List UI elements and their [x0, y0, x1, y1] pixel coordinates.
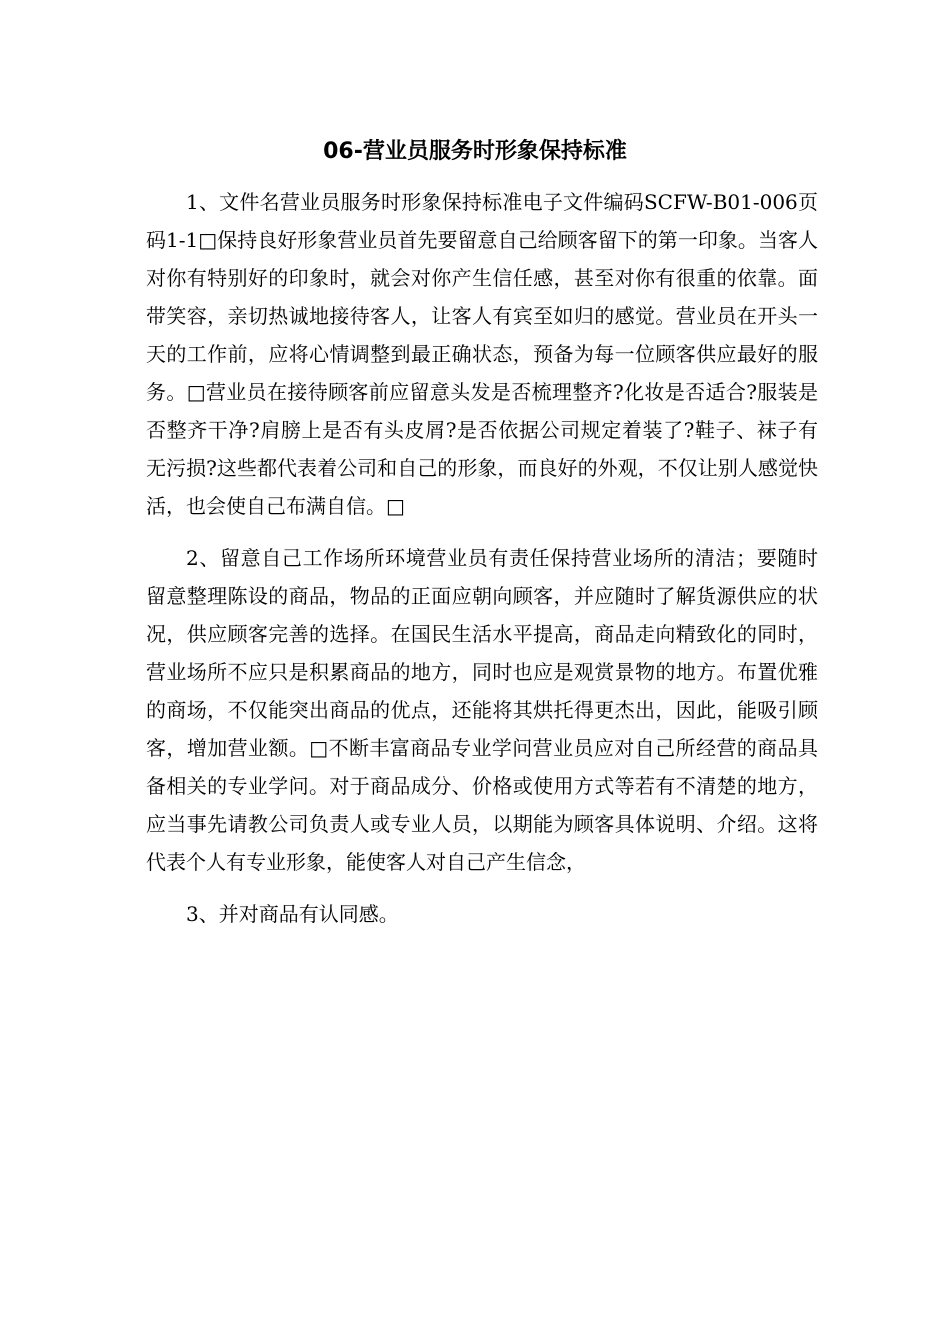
document-body — [146, 183, 818, 947]
document-title: 06-营业员服务时形象保持标准 — [323, 139, 627, 164]
paragraph-2: 2、留意自己工作场所环境营业员有责任保持营业场所的清洁；要随时留意整理陈设的商品，物品的正面应朝向顾客，并应随时了解货源供应的状况，供应顾客完善的选择。在国民生活水平提高，商品走向精致化的同时，营业场所不应只是积累商品的地方，同时也应是观赏景物的地方。布置优雅的商场，不仅能突出商品的优点，还能将其烘托得更杰出，因此，能吸引顾客，增加营业额。□不断丰富商品专业学问营业员应对自己所经营的商品具备相关的专业学问。对于商品成分、价格或使用方式等若有不清楚的地方，应当事先请教公司负责人或专业人员，以期能为顾客具体说明、介绍。这将代表个人有专业形象，能使客人对自己产生信念， — [146, 546, 818, 874]
paragraph-1: 1、文件名营业员服务时形象保持标准电子文件编码SCFW-B01-006页码1-1□保持良好形象营业员首先要留意自己给顾客留下的第一印象。当客人对你有特别好的印象时，就会对你产生信任感，甚至对你有很重的依靠。面带笑容，亲切热诚地接待客人，让客人有宾至如归的感觉。营业员在开头一天的工作前，应将心情调整到最正确状态，预备为每一位顾客供应最好的服务。□营业员在接待顾客前应留意头发是否梳理整齐?化妆是否适合?服装是否整齐干净?肩膀上是否有头皮屑?是否依据公司规定着装了?鞋子、袜子有无污损?这些都代表着公司和自己的形象，而良好的外观，不仅让别人感觉快活，也会使自己布满自信。□ — [146, 190, 818, 518]
paragraph-3: 3、并对商品有认同感。 — [186, 902, 399, 926]
